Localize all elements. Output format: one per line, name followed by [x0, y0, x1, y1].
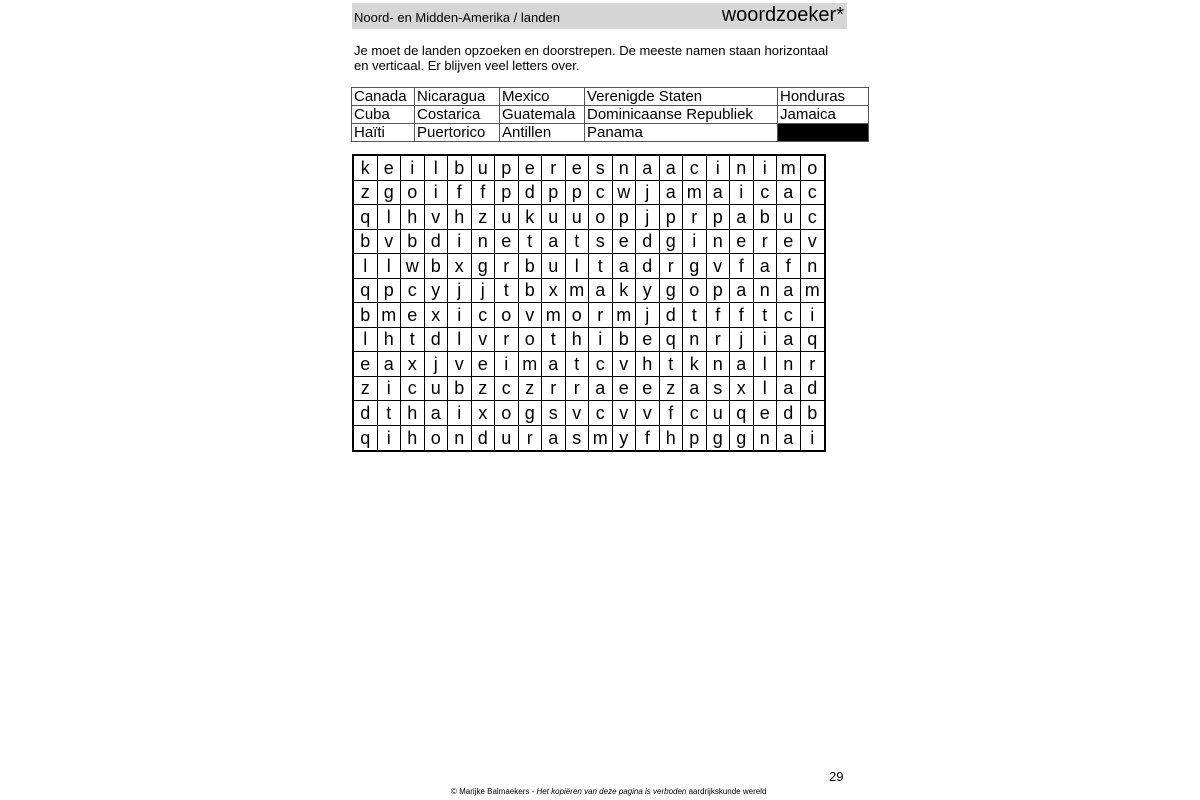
grid-cell: b: [354, 230, 378, 255]
grid-cell: o: [801, 156, 825, 181]
grid-cell: w: [613, 181, 637, 206]
grid-cell: a: [542, 352, 566, 377]
grid-cell: r: [519, 426, 543, 451]
grid-cell: t: [495, 279, 519, 304]
grid-cell: n: [448, 426, 472, 451]
grid-cell: i: [589, 328, 613, 353]
grid-cell: z: [354, 377, 378, 402]
grid-cell: q: [354, 205, 378, 230]
grid-cell: e: [495, 230, 519, 255]
grid-cell: a: [425, 401, 449, 426]
grid-cell: l: [354, 254, 378, 279]
word-list-item: Puertorico: [415, 124, 500, 142]
grid-cell: g: [730, 426, 754, 451]
grid-cell: t: [378, 401, 402, 426]
grid-cell: o: [401, 181, 425, 206]
grid-cell: t: [542, 328, 566, 353]
instructions-line: en verticaal. Er blijven veel letters over.: [354, 58, 580, 73]
grid-cell: b: [754, 205, 778, 230]
grid-cell: y: [425, 279, 449, 304]
grid-cell: j: [425, 352, 449, 377]
grid-cell: d: [636, 230, 660, 255]
grid-cell: o: [566, 303, 590, 328]
grid-cell: t: [401, 328, 425, 353]
grid-cell: a: [777, 279, 801, 304]
grid-cell: x: [425, 303, 449, 328]
grid-cell: a: [660, 156, 684, 181]
grid-cell: m: [777, 156, 801, 181]
grid-cell: c: [495, 377, 519, 402]
grid-cell: s: [566, 426, 590, 451]
word-search-grid: [352, 154, 826, 452]
grid-cell: m: [801, 279, 825, 304]
grid-cell: e: [636, 328, 660, 353]
word-list-table: [351, 87, 869, 142]
word-list-item: Nicaragua: [415, 88, 500, 106]
grid-cell: h: [401, 205, 425, 230]
grid-cell: a: [683, 377, 707, 402]
grid-cell: i: [448, 230, 472, 255]
footer: [451, 787, 766, 796]
grid-cell: u: [777, 205, 801, 230]
grid-cell: a: [589, 377, 613, 402]
grid-cell: b: [448, 156, 472, 181]
grid-cell: t: [566, 230, 590, 255]
grid-cell: n: [730, 156, 754, 181]
grid-cell: q: [354, 279, 378, 304]
grid-cell: k: [613, 279, 637, 304]
worksheet-type: woordzoeker*: [721, 4, 844, 26]
grid-cell: w: [401, 254, 425, 279]
copyright: © Marijke Balmaekers: [451, 787, 530, 796]
grid-cell: s: [707, 377, 731, 402]
grid-cell: c: [472, 303, 496, 328]
grid-cell: e: [378, 156, 402, 181]
grid-cell: b: [801, 401, 825, 426]
grid-cell: i: [754, 156, 778, 181]
grid-cell: t: [519, 230, 543, 255]
grid-cell: f: [730, 303, 754, 328]
grid-cell: l: [754, 352, 778, 377]
grid-cell: v: [378, 230, 402, 255]
grid-cell: i: [801, 303, 825, 328]
grid-cell: r: [683, 205, 707, 230]
grid-cell: l: [425, 156, 449, 181]
grid-cell: f: [777, 254, 801, 279]
grid-cell: j: [448, 279, 472, 304]
word-list-item: Canada: [352, 88, 415, 106]
grid-cell: p: [613, 205, 637, 230]
grid-cell: o: [519, 328, 543, 353]
grid-cell: n: [707, 352, 731, 377]
grid-cell: e: [354, 352, 378, 377]
grid-cell: a: [777, 328, 801, 353]
grid-cell: h: [636, 352, 660, 377]
grid-cell: i: [378, 377, 402, 402]
grid-cell: c: [754, 181, 778, 206]
grid-cell: p: [707, 279, 731, 304]
grid-cell: n: [707, 230, 731, 255]
grid-cell: t: [589, 254, 613, 279]
grid-cell: l: [566, 254, 590, 279]
worksheet-subject: Noord- en Midden-Amerika / landen: [354, 10, 560, 25]
grid-cell: u: [472, 156, 496, 181]
grid-cell: c: [683, 401, 707, 426]
grid-cell: o: [495, 303, 519, 328]
grid-cell: b: [613, 328, 637, 353]
grid-cell: h: [401, 426, 425, 451]
grid-cell: d: [636, 254, 660, 279]
grid-cell: j: [636, 181, 660, 206]
grid-cell: o: [683, 279, 707, 304]
grid-cell: t: [566, 352, 590, 377]
word-list-item: Jamaica: [778, 106, 869, 124]
grid-cell: e: [730, 230, 754, 255]
grid-cell: e: [401, 303, 425, 328]
grid-cell: r: [542, 156, 566, 181]
grid-cell: e: [566, 156, 590, 181]
grid-cell: m: [683, 181, 707, 206]
grid-cell: a: [542, 230, 566, 255]
grid-cell: c: [589, 401, 613, 426]
word-list-item: Dominicaanse Republiek: [585, 106, 778, 124]
grid-cell: f: [707, 303, 731, 328]
grid-cell: i: [754, 328, 778, 353]
grid-cell: g: [472, 254, 496, 279]
grid-cell: g: [683, 254, 707, 279]
grid-cell: c: [777, 303, 801, 328]
grid-cell: m: [613, 303, 637, 328]
grid-cell: e: [613, 377, 637, 402]
grid-cell: a: [777, 426, 801, 451]
word-list-row: [352, 88, 869, 106]
grid-cell: x: [542, 279, 566, 304]
instructions-line: Je moet de landen opzoeken en doorstrepen. De meeste namen staan horizontaal: [354, 43, 829, 58]
grid-cell: c: [401, 377, 425, 402]
grid-cell: v: [566, 401, 590, 426]
grid-cell: a: [730, 279, 754, 304]
grid-cell: h: [660, 426, 684, 451]
grid-cell: a: [777, 377, 801, 402]
grid-cell: u: [566, 205, 590, 230]
grid-cell: o: [425, 426, 449, 451]
grid-cell: e: [636, 377, 660, 402]
grid-cell: b: [354, 303, 378, 328]
grid-cell: v: [636, 401, 660, 426]
grid-cell: u: [542, 205, 566, 230]
grid-cell: z: [472, 377, 496, 402]
grid-cell: p: [378, 279, 402, 304]
grid-cell: m: [519, 352, 543, 377]
grid-cell: i: [378, 426, 402, 451]
grid-cell: a: [636, 156, 660, 181]
grid-cell: p: [683, 426, 707, 451]
grid-cell: f: [636, 426, 660, 451]
word-list-row: [352, 124, 869, 142]
grid-cell: h: [401, 401, 425, 426]
grid-cell: d: [519, 181, 543, 206]
grid-cell: a: [542, 426, 566, 451]
grid-cell: r: [589, 303, 613, 328]
grid-cell: i: [425, 181, 449, 206]
grid-cell: d: [660, 303, 684, 328]
grid-cell: g: [707, 426, 731, 451]
grid-cell: b: [519, 279, 543, 304]
grid-cell: t: [754, 303, 778, 328]
grid-cell: q: [660, 328, 684, 353]
grid-cell: k: [519, 205, 543, 230]
grid-cell: e: [613, 230, 637, 255]
grid-cell: c: [801, 205, 825, 230]
grid-cell: e: [777, 230, 801, 255]
grid-cell: b: [401, 230, 425, 255]
grid-cell: e: [472, 352, 496, 377]
grid-cell: p: [495, 156, 519, 181]
grid-cell: h: [378, 328, 402, 353]
header-bar: [352, 3, 847, 29]
grid-cell: d: [425, 328, 449, 353]
grid-cell: e: [519, 156, 543, 181]
grid-cell: c: [801, 181, 825, 206]
grid-cell: g: [519, 401, 543, 426]
grid-cell: i: [707, 156, 731, 181]
word-list-item: Cuba: [352, 106, 415, 124]
grid-cell: b: [425, 254, 449, 279]
grid-cell: r: [660, 254, 684, 279]
grid-cell: b: [448, 377, 472, 402]
grid-cell: m: [542, 303, 566, 328]
grid-cell: i: [730, 181, 754, 206]
grid-cell: q: [354, 426, 378, 451]
grid-cell: i: [495, 352, 519, 377]
word-list-item: Verenigde Staten: [585, 88, 778, 106]
grid-cell: v: [707, 254, 731, 279]
grid-cell: k: [354, 156, 378, 181]
grid-cell: s: [542, 401, 566, 426]
grid-cell: n: [754, 426, 778, 451]
grid-cell: y: [613, 426, 637, 451]
grid-cell: a: [613, 254, 637, 279]
grid-cell: a: [378, 352, 402, 377]
grid-cell: i: [683, 230, 707, 255]
grid-cell: c: [589, 181, 613, 206]
grid-cell: v: [448, 352, 472, 377]
grid-cell: a: [589, 279, 613, 304]
word-list-item: Antillen: [500, 124, 585, 142]
grid-cell: e: [754, 401, 778, 426]
grid-cell: m: [589, 426, 613, 451]
grid-cell: a: [754, 254, 778, 279]
grid-cell: u: [425, 377, 449, 402]
grid-cell: u: [707, 401, 731, 426]
grid-cell: g: [378, 181, 402, 206]
grid-cell: n: [683, 328, 707, 353]
grid-cell: j: [636, 303, 660, 328]
grid-cell: v: [613, 401, 637, 426]
grid-cell: x: [401, 352, 425, 377]
grid-cell: a: [660, 181, 684, 206]
grid-cell: d: [801, 377, 825, 402]
grid-cell: f: [660, 401, 684, 426]
grid-cell: n: [801, 254, 825, 279]
grid-cell: a: [730, 352, 754, 377]
grid-cell: p: [495, 181, 519, 206]
grid-cell: t: [660, 352, 684, 377]
grid-cell: t: [683, 303, 707, 328]
grid-cell: v: [801, 230, 825, 255]
grid-cell: b: [519, 254, 543, 279]
word-list-item: Honduras: [778, 88, 869, 106]
grid-cell: x: [472, 401, 496, 426]
grid-cell: u: [542, 254, 566, 279]
grid-cell: r: [495, 254, 519, 279]
grid-cell: d: [354, 401, 378, 426]
grid-cell: q: [730, 401, 754, 426]
grid-cell: f: [448, 181, 472, 206]
grid-cell: u: [495, 205, 519, 230]
grid-cell: l: [448, 328, 472, 353]
grid-cell: i: [448, 401, 472, 426]
grid-cell: v: [472, 328, 496, 353]
grid-cell: n: [613, 156, 637, 181]
word-list-item: Costarica: [415, 106, 500, 124]
grid-cell: p: [566, 181, 590, 206]
grid-cell: z: [472, 205, 496, 230]
grid-cell: f: [472, 181, 496, 206]
grid-cell: p: [542, 181, 566, 206]
grid-cell: n: [754, 279, 778, 304]
grid-cell: l: [378, 205, 402, 230]
grid-cell: f: [730, 254, 754, 279]
grid-cell: k: [683, 352, 707, 377]
grid-cell: r: [566, 377, 590, 402]
instructions: [354, 43, 849, 73]
grid-cell: o: [589, 205, 613, 230]
word-list-item: Panama: [585, 124, 778, 142]
word-list-item: Mexico: [500, 88, 585, 106]
grid-cell: p: [660, 205, 684, 230]
grid-cell: c: [683, 156, 707, 181]
grid-cell: c: [401, 279, 425, 304]
grid-cell: r: [801, 352, 825, 377]
grid-cell: i: [401, 156, 425, 181]
grid-cell: v: [425, 205, 449, 230]
grid-cell: d: [472, 426, 496, 451]
grid-cell: a: [730, 205, 754, 230]
grid-cell: a: [777, 181, 801, 206]
grid-cell: r: [495, 328, 519, 353]
grid-cell: r: [754, 230, 778, 255]
grid-cell: g: [660, 279, 684, 304]
word-list-item: Guatemala: [500, 106, 585, 124]
word-list-filled-cell: [778, 124, 869, 142]
grid-cell: z: [660, 377, 684, 402]
page-number: 29: [829, 769, 844, 784]
grid-cell: a: [707, 181, 731, 206]
grid-cell: v: [613, 352, 637, 377]
grid-cell: i: [810, 427, 815, 448]
grid-cell: l: [354, 328, 378, 353]
grid-cell: z: [519, 377, 543, 402]
copy-notice: - Het kopiëren van deze pagina is verboden: [531, 787, 687, 796]
grid-cell: r: [542, 377, 566, 402]
grid-cell: i: [448, 303, 472, 328]
grid-cell: u: [495, 426, 519, 451]
grid-cell: s: [589, 230, 613, 255]
grid-cell: m: [378, 303, 402, 328]
grid-cell: p: [707, 205, 731, 230]
grid-cell: m: [566, 279, 590, 304]
grid-cell: c: [589, 352, 613, 377]
grid-cell: s: [589, 156, 613, 181]
grid-cell: j: [730, 328, 754, 353]
grid-cell: z: [354, 181, 378, 206]
grid-cell: y: [636, 279, 660, 304]
grid-cell: l: [754, 377, 778, 402]
word-list-item: Haïti: [352, 124, 415, 142]
grid-cell: d: [425, 230, 449, 255]
grid-cell: d: [777, 401, 801, 426]
grid-cell: q: [801, 328, 825, 353]
series-name: aardrijkskunde wereld: [688, 787, 767, 796]
word-list-row: [352, 106, 869, 124]
grid-cell: h: [566, 328, 590, 353]
grid-cell: v: [519, 303, 543, 328]
grid-cell: o: [495, 401, 519, 426]
grid-cell: j: [472, 279, 496, 304]
grid-cell: x: [730, 377, 754, 402]
grid-cell: l: [378, 254, 402, 279]
grid-cell: n: [777, 352, 801, 377]
grid-cell: j: [636, 205, 660, 230]
grid-cell: h: [448, 205, 472, 230]
grid-cell: x: [448, 254, 472, 279]
grid-cell: g: [660, 230, 684, 255]
grid-cell: n: [472, 230, 496, 255]
grid-cell: r: [707, 328, 731, 353]
